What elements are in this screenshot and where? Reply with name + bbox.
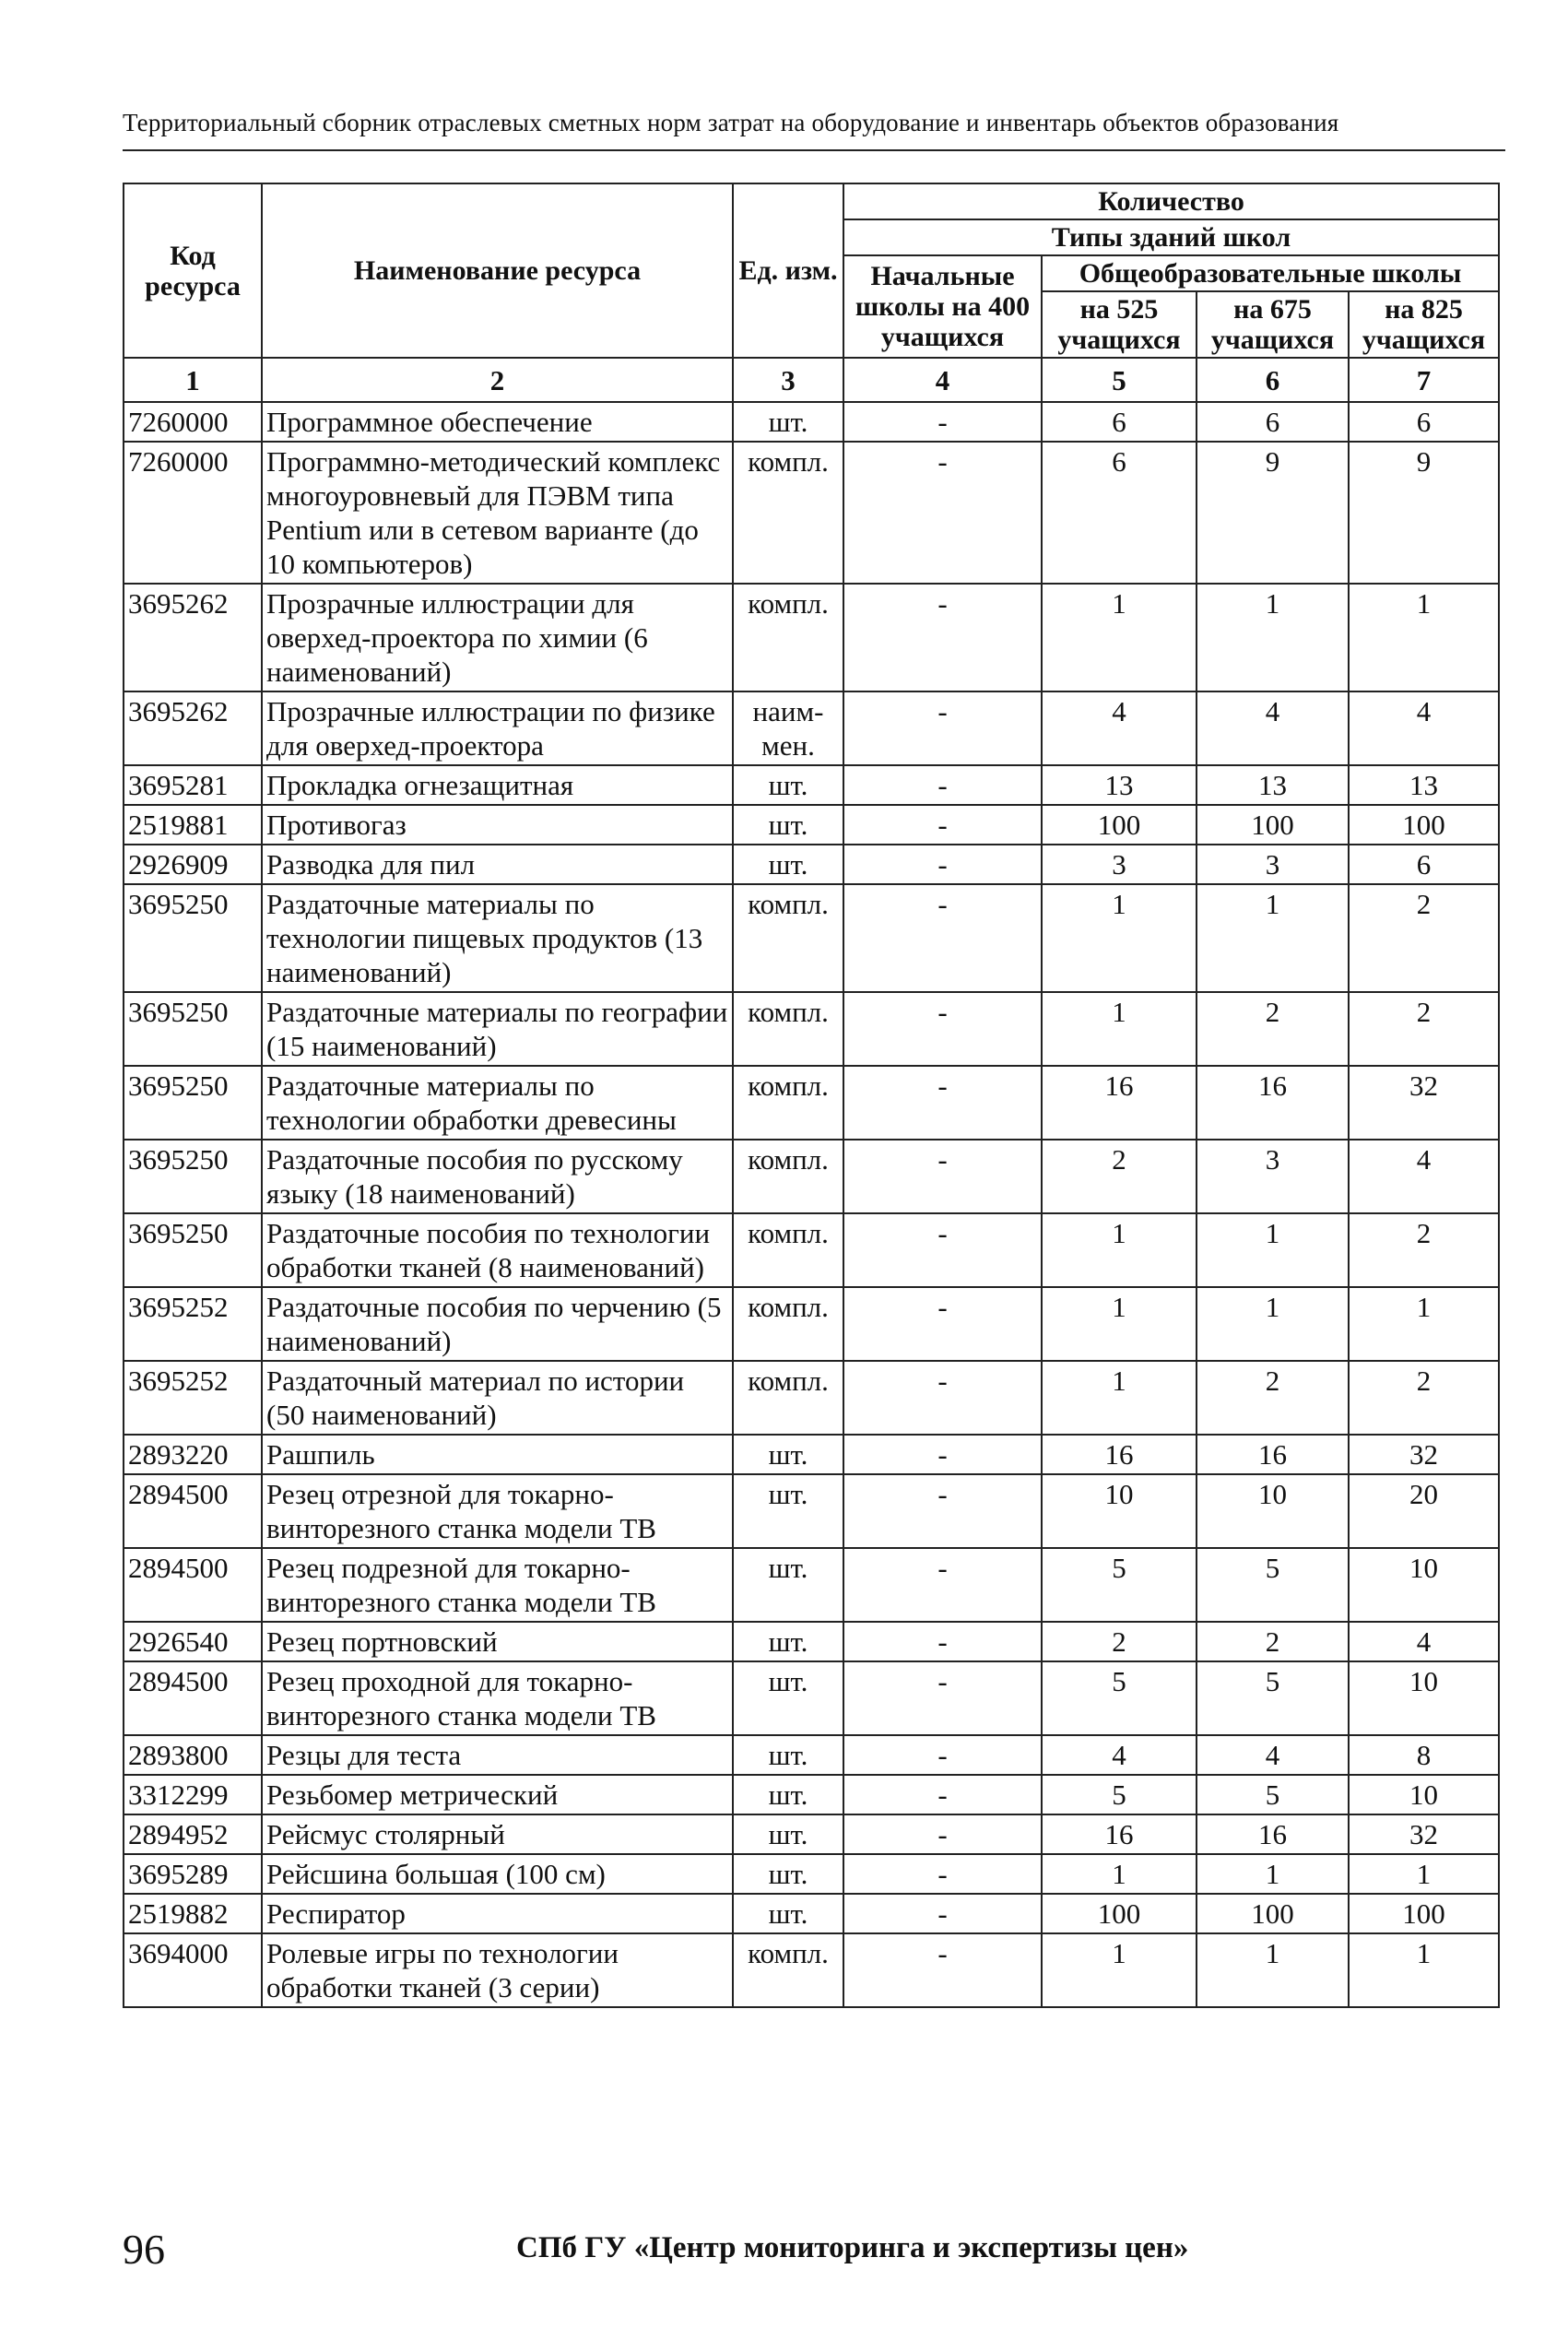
row-general-525: 3	[1042, 845, 1197, 884]
row-general-675: 100	[1197, 805, 1349, 845]
row-general-675: 2	[1197, 992, 1349, 1066]
row-general-825: 8	[1349, 1735, 1499, 1775]
row-general-525: 16	[1042, 1435, 1197, 1474]
table-row	[124, 1287, 1499, 1361]
row-general-525: 6	[1042, 402, 1197, 442]
col-header-types: Типы зданий школ	[843, 219, 1499, 255]
table-row	[124, 1854, 1499, 1894]
row-general-525: 1	[1042, 1213, 1197, 1287]
row-general-825: 2	[1349, 884, 1499, 992]
row-general-825: 10	[1349, 1661, 1499, 1735]
row-unit: компл.	[733, 1066, 843, 1140]
row-general-675: 5	[1197, 1661, 1349, 1735]
row-general-675: 1	[1197, 584, 1349, 691]
row-primary-400: -	[843, 402, 1042, 442]
header-rule	[123, 149, 1505, 151]
row-unit: компл.	[733, 1287, 843, 1361]
table-row	[124, 442, 1499, 584]
row-code: 3695262	[124, 691, 262, 765]
row-primary-400: -	[843, 1474, 1042, 1548]
table-row	[124, 1735, 1499, 1775]
row-primary-400: -	[843, 992, 1042, 1066]
row-name: Раздаточные пособия по черчению (5 наименований)	[262, 1287, 733, 1361]
row-primary-400: -	[843, 442, 1042, 584]
table-row	[124, 1140, 1499, 1213]
row-general-825: 6	[1349, 845, 1499, 884]
row-general-525: 2	[1042, 1622, 1197, 1661]
row-name: Прозрачные иллюстрации по физике для оверхед-проектора	[262, 691, 733, 765]
col-header-name: Наименование ресурса	[262, 183, 733, 358]
row-general-825: 1	[1349, 1854, 1499, 1894]
row-code: 3312299	[124, 1775, 262, 1814]
col-header-675: на 675 учащихся	[1197, 291, 1349, 358]
row-general-525: 1	[1042, 1287, 1197, 1361]
row-unit: шт.	[733, 1894, 843, 1933]
table-row	[124, 402, 1499, 442]
row-unit: шт.	[733, 1435, 843, 1474]
row-general-825: 4	[1349, 691, 1499, 765]
row-primary-400: -	[843, 1735, 1042, 1775]
row-general-675: 1	[1197, 1213, 1349, 1287]
row-primary-400: -	[843, 1435, 1042, 1474]
row-code: 3695250	[124, 1066, 262, 1140]
col-header-825: на 825 учащихся	[1349, 291, 1499, 358]
row-primary-400: -	[843, 884, 1042, 992]
row-primary-400: -	[843, 805, 1042, 845]
row-name: Раздаточные материалы по технологии обработки древесины	[262, 1066, 733, 1140]
row-general-675: 9	[1197, 442, 1349, 584]
row-general-675: 1	[1197, 1933, 1349, 2007]
table-row	[124, 1933, 1499, 2007]
row-primary-400: -	[843, 1894, 1042, 1933]
row-general-825: 10	[1349, 1775, 1499, 1814]
row-code: 7260000	[124, 402, 262, 442]
row-general-675: 1	[1197, 1854, 1349, 1894]
row-code: 3695250	[124, 884, 262, 992]
row-general-525: 4	[1042, 1735, 1197, 1775]
row-general-825: 2	[1349, 992, 1499, 1066]
row-general-825: 2	[1349, 1361, 1499, 1435]
table-row	[124, 1894, 1499, 1933]
row-primary-400: -	[843, 1213, 1042, 1287]
row-code: 3695289	[124, 1854, 262, 1894]
column-number: 7	[1349, 358, 1499, 402]
row-unit: компл.	[733, 584, 843, 691]
row-code: 3695281	[124, 765, 262, 805]
row-general-675: 1	[1197, 1287, 1349, 1361]
table-row	[124, 845, 1499, 884]
row-general-675: 4	[1197, 1735, 1349, 1775]
row-unit: компл.	[733, 442, 843, 584]
row-unit: компл.	[733, 992, 843, 1066]
row-general-675: 16	[1197, 1066, 1349, 1140]
row-general-825: 4	[1349, 1140, 1499, 1213]
row-name: Раздаточный материал по истории (50 наименований)	[262, 1361, 733, 1435]
table-row	[124, 691, 1499, 765]
row-unit: компл.	[733, 1933, 843, 2007]
row-general-525: 100	[1042, 1894, 1197, 1933]
row-general-525: 2	[1042, 1140, 1197, 1213]
row-name: Программно-методический комплекс многоуровневый для ПЭВМ типа Pentium или в сетевом варианте (до 10 компьютеров)	[262, 442, 733, 584]
column-number: 2	[262, 358, 733, 402]
col-header-unit: Ед. изм.	[733, 183, 843, 358]
row-unit: шт.	[733, 1775, 843, 1814]
row-name: Рашпиль	[262, 1435, 733, 1474]
page-number: 96	[123, 2226, 165, 2273]
row-name: Раздаточные пособия по русскому языку (18 наименований)	[262, 1140, 733, 1213]
col-header-quantity: Количество	[843, 183, 1499, 219]
row-primary-400: -	[843, 1775, 1042, 1814]
row-primary-400: -	[843, 1140, 1042, 1213]
row-general-825: 100	[1349, 1894, 1499, 1933]
row-general-525: 1	[1042, 1933, 1197, 2007]
row-general-525: 4	[1042, 691, 1197, 765]
row-code: 3694000	[124, 1933, 262, 2007]
column-number-row	[124, 358, 1499, 402]
row-unit: шт.	[733, 845, 843, 884]
row-name: Программное обеспечение	[262, 402, 733, 442]
row-name: Резцы для теста	[262, 1735, 733, 1775]
row-general-675: 13	[1197, 765, 1349, 805]
column-number: 3	[733, 358, 843, 402]
row-code: 2894500	[124, 1661, 262, 1735]
row-primary-400: -	[843, 845, 1042, 884]
row-general-675: 5	[1197, 1548, 1349, 1622]
row-unit: шт.	[733, 765, 843, 805]
row-general-675: 4	[1197, 691, 1349, 765]
row-name: Противогаз	[262, 805, 733, 845]
row-general-525: 5	[1042, 1548, 1197, 1622]
row-unit: шт.	[733, 1661, 843, 1735]
table-row	[124, 1775, 1499, 1814]
row-general-525: 6	[1042, 442, 1197, 584]
row-general-675: 10	[1197, 1474, 1349, 1548]
row-name: Резец портновский	[262, 1622, 733, 1661]
table-row	[124, 1474, 1499, 1548]
row-name: Респиратор	[262, 1894, 733, 1933]
row-general-825: 13	[1349, 765, 1499, 805]
row-unit: компл.	[733, 1140, 843, 1213]
row-general-825: 32	[1349, 1435, 1499, 1474]
row-name: Разводка для пил	[262, 845, 733, 884]
table-row	[124, 1213, 1499, 1287]
row-general-825: 100	[1349, 805, 1499, 845]
row-unit: шт.	[733, 1474, 843, 1548]
row-primary-400: -	[843, 1854, 1042, 1894]
row-unit: шт.	[733, 1622, 843, 1661]
row-code: 2519882	[124, 1894, 262, 1933]
table-row	[124, 1066, 1499, 1140]
row-primary-400: -	[843, 765, 1042, 805]
row-general-825: 1	[1349, 1933, 1499, 2007]
row-general-825: 32	[1349, 1066, 1499, 1140]
table-row	[124, 805, 1499, 845]
row-general-675: 2	[1197, 1622, 1349, 1661]
row-general-675: 16	[1197, 1435, 1349, 1474]
row-primary-400: -	[843, 1066, 1042, 1140]
row-code: 3695252	[124, 1287, 262, 1361]
row-code: 3695250	[124, 992, 262, 1066]
row-general-675: 3	[1197, 1140, 1349, 1213]
row-general-825: 32	[1349, 1814, 1499, 1854]
row-general-825: 20	[1349, 1474, 1499, 1548]
row-code: 3695262	[124, 584, 262, 691]
row-general-525: 1	[1042, 992, 1197, 1066]
row-primary-400: -	[843, 584, 1042, 691]
row-name: Ролевые игры по технологии обработки тканей (3 серии)	[262, 1933, 733, 2007]
row-unit: компл.	[733, 1361, 843, 1435]
row-general-525: 100	[1042, 805, 1197, 845]
col-header-general: Общеобразовательные школы	[1042, 255, 1499, 291]
table-row	[124, 1548, 1499, 1622]
row-primary-400: -	[843, 1814, 1042, 1854]
row-general-825: 4	[1349, 1622, 1499, 1661]
row-general-525: 16	[1042, 1814, 1197, 1854]
row-primary-400: -	[843, 691, 1042, 765]
row-unit: шт.	[733, 1548, 843, 1622]
row-unit: шт.	[733, 805, 843, 845]
table-row	[124, 1435, 1499, 1474]
col-header-code: Код ресурса	[124, 183, 262, 358]
row-general-525: 16	[1042, 1066, 1197, 1140]
row-general-675: 1	[1197, 884, 1349, 992]
row-primary-400: -	[843, 1933, 1042, 2007]
row-general-675: 3	[1197, 845, 1349, 884]
row-general-525: 1	[1042, 584, 1197, 691]
row-name: Резьбомер метрический	[262, 1775, 733, 1814]
row-primary-400: -	[843, 1622, 1042, 1661]
row-primary-400: -	[843, 1548, 1042, 1622]
row-general-675: 6	[1197, 402, 1349, 442]
table-row	[124, 992, 1499, 1066]
row-general-825: 1	[1349, 584, 1499, 691]
table-row	[124, 1622, 1499, 1661]
row-general-525: 1	[1042, 1361, 1197, 1435]
row-unit: шт.	[733, 1814, 843, 1854]
row-code: 2893800	[124, 1735, 262, 1775]
row-name: Прокладка огнезащитная	[262, 765, 733, 805]
row-unit: компл.	[733, 1213, 843, 1287]
footer-organization: СПб ГУ «Центр мониторинга и экспертизы цен»	[516, 2231, 1189, 2264]
row-general-525: 10	[1042, 1474, 1197, 1548]
table-row	[124, 1661, 1499, 1735]
column-number: 5	[1042, 358, 1197, 402]
table-row	[124, 1361, 1499, 1435]
row-code: 2926909	[124, 845, 262, 884]
row-code: 2926540	[124, 1622, 262, 1661]
resource-table	[123, 183, 1500, 2008]
row-unit: наим-мен.	[733, 691, 843, 765]
row-general-825: 9	[1349, 442, 1499, 584]
table-row	[124, 884, 1499, 992]
row-unit: шт.	[733, 402, 843, 442]
row-code: 3695252	[124, 1361, 262, 1435]
row-unit: шт.	[733, 1735, 843, 1775]
column-number: 4	[843, 358, 1042, 402]
row-code: 2894500	[124, 1548, 262, 1622]
row-name: Раздаточные пособия по технологии обработки тканей (8 наименований)	[262, 1213, 733, 1287]
row-name: Рейсмус столярный	[262, 1814, 733, 1854]
table-row	[124, 765, 1499, 805]
row-general-525: 5	[1042, 1661, 1197, 1735]
row-primary-400: -	[843, 1287, 1042, 1361]
row-general-825: 1	[1349, 1287, 1499, 1361]
table-row	[124, 1814, 1499, 1854]
row-general-525: 5	[1042, 1775, 1197, 1814]
row-code: 2893220	[124, 1435, 262, 1474]
row-general-675: 16	[1197, 1814, 1349, 1854]
row-name: Рейсшина большая (100 см)	[262, 1854, 733, 1894]
row-general-825: 10	[1349, 1548, 1499, 1622]
row-general-825: 2	[1349, 1213, 1499, 1287]
row-general-525: 13	[1042, 765, 1197, 805]
column-number: 6	[1197, 358, 1349, 402]
row-name: Резец отрезной для токарно-винторезного станка модели ТВ	[262, 1474, 733, 1548]
row-name: Прозрачные иллюстрации для оверхед-проектора по химии (6 наименований)	[262, 584, 733, 691]
row-unit: компл.	[733, 884, 843, 992]
col-header-primary: Начальные школы на 400 учащихся	[843, 255, 1042, 358]
row-primary-400: -	[843, 1361, 1042, 1435]
row-name: Резец проходной для токарно-винторезного станка модели ТВ	[262, 1661, 733, 1735]
row-general-525: 1	[1042, 884, 1197, 992]
column-number: 1	[124, 358, 262, 402]
row-general-675: 2	[1197, 1361, 1349, 1435]
row-code: 2519881	[124, 805, 262, 845]
row-name: Раздаточные материалы по географии (15 наименований)	[262, 992, 733, 1066]
row-name: Раздаточные материалы по технологии пищевых продуктов (13 наименований)	[262, 884, 733, 992]
table-row	[124, 584, 1499, 691]
row-general-675: 5	[1197, 1775, 1349, 1814]
row-general-525: 1	[1042, 1854, 1197, 1894]
row-code: 2894500	[124, 1474, 262, 1548]
row-primary-400: -	[843, 1661, 1042, 1735]
row-unit: шт.	[733, 1854, 843, 1894]
row-code: 3695250	[124, 1213, 262, 1287]
row-code: 3695250	[124, 1140, 262, 1213]
row-code: 2894952	[124, 1814, 262, 1854]
row-name: Резец подрезной для токарно-винторезного станка модели ТВ	[262, 1548, 733, 1622]
running-header: Территориальный сборник отраслевых сметных норм затрат на оборудование и инвентарь объектов образования	[123, 109, 1339, 136]
col-header-525: на 525 учащихся	[1042, 291, 1197, 358]
row-code: 7260000	[124, 442, 262, 584]
row-general-825: 6	[1349, 402, 1499, 442]
row-general-675: 100	[1197, 1894, 1349, 1933]
